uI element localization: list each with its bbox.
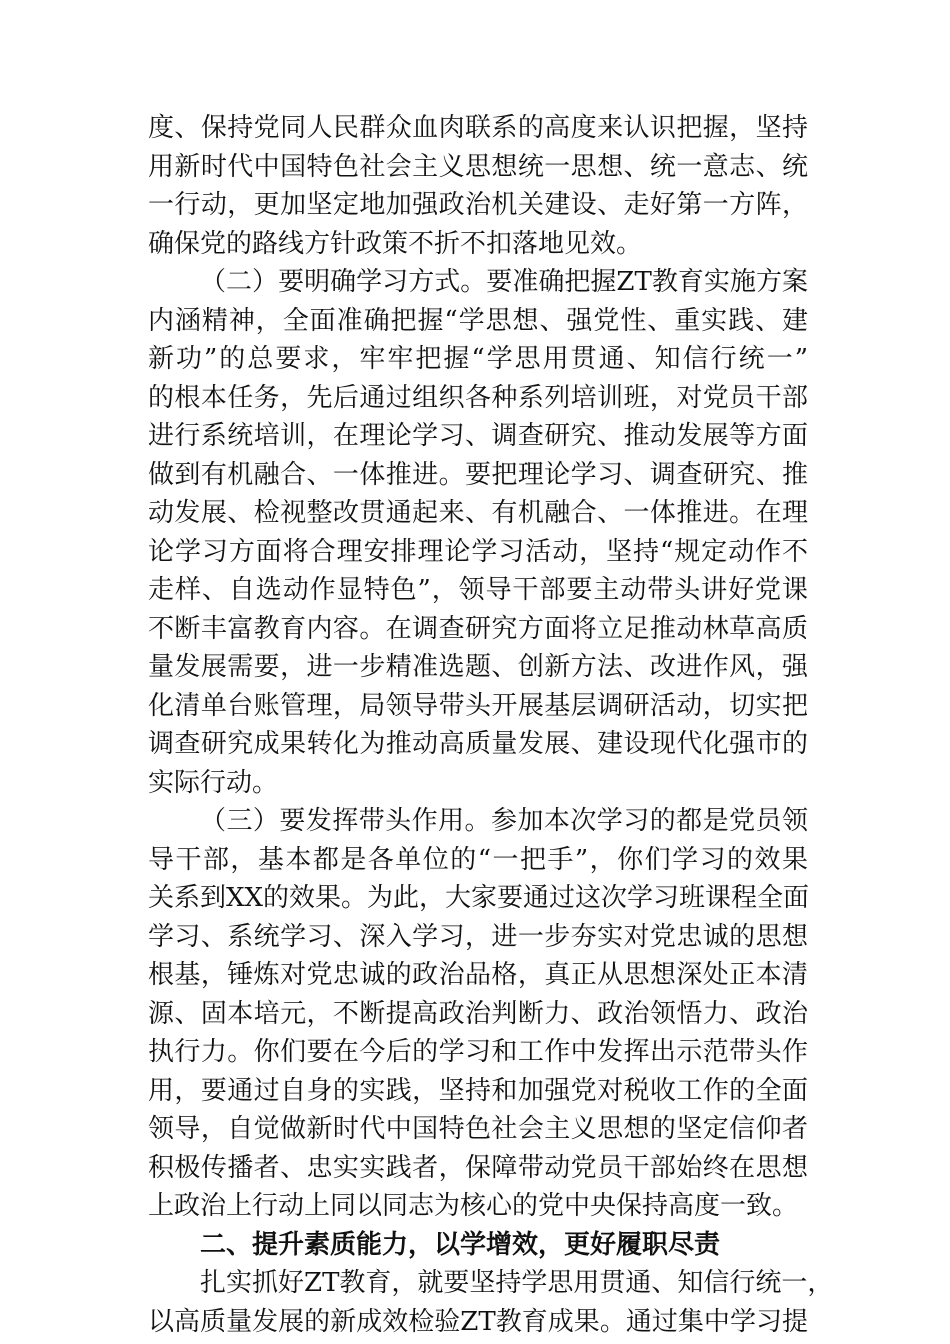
text-line: 关系到XX的效果。为此，大家要通过这次学习班课程全面 <box>148 883 810 913</box>
document-body <box>148 109 834 1341</box>
text-line: 一行动，更加坚定地加强政治机关建设、走好第一方阵， <box>148 190 808 220</box>
text-line: 论学习方面将合理安排理论学习活动，坚持“规定动作不 <box>148 536 808 567</box>
text-line: 学习、系统学习、深入学习，进一步夯实对党忠诚的思想 <box>148 921 808 952</box>
paragraph-start-line: （三）要发挥带头作用。参加本次学习的都是党员领 <box>200 806 808 836</box>
text-line: 的根本任务，先后通过组织各种系列培训班，对党员干部 <box>148 382 808 413</box>
text-line: 实际行动。 <box>148 767 279 798</box>
paragraph-start-line: 扎实抓好ZT教育，就要坚持学思用贯通、知信行统一， <box>200 1268 834 1298</box>
text-line: 动发展、检视整改贯通起来、有机融合、一体推进。在理 <box>148 498 808 528</box>
text-line: 源、固本培元，不断提高政治判断力、政治领悟力、政治 <box>148 998 808 1029</box>
text-line: 新功”的总要求，牢牢把握“学思用贯通、知信行统一” <box>148 344 808 374</box>
text-line: 调查研究成果转化为推动高质量发展、建设现代化强市的 <box>148 729 808 759</box>
text-line: 走样、自选动作显特色”，领导干部要主动带头讲好党课 <box>148 575 808 605</box>
text-line: 执行力。你们要在今后的学习和工作中发挥出示范带头作 <box>148 1037 808 1067</box>
text-line: 用，要通过自身的实践，坚持和加强党对税收工作的全面 <box>148 1075 808 1106</box>
text-line: 化清单台账管理，局领导带头开展基层调研活动，切实把 <box>148 690 808 721</box>
text-line: 量发展需要，进一步精准选题、创新方法、改进作风，强 <box>148 652 808 682</box>
section-heading: 二、提升素质能力，以学增效，更好履职尽责 <box>200 1229 721 1260</box>
text-line: 度、保持党同人民群众血肉联系的高度来认识把握，坚持 <box>148 113 808 143</box>
paragraph-start-line: （二）要明确学习方式。要准确把握ZT教育实施方案 <box>200 267 808 297</box>
text-line: 上政治上行动上同以同志为核心的党中央保持高度一致。 <box>148 1191 799 1221</box>
text-line: 内涵精神，全面准确把握“学思想、强党性、重实践、建 <box>148 305 808 336</box>
text-line: 进行系统培训，在理论学习、调查研究、推动发展等方面 <box>148 421 808 451</box>
text-line: 积极传播者、忠实实践者，保障带动党员干部始终在思想 <box>148 1152 808 1183</box>
text-line: 以高质量发展的新成效检验ZT教育成果。通过集中学习提 <box>148 1306 808 1337</box>
text-line: 用新时代中国特色社会主义思想统一思想、统一意志、统 <box>148 151 808 182</box>
text-line: 不断丰富教育内容。在调查研究方面将立足推动林草高质 <box>148 613 808 644</box>
text-line: 领导，自觉做新时代中国特色社会主义思想的坚定信仰者 <box>148 1114 808 1144</box>
text-line: 确保党的路线方针政策不折不扣落地见效。 <box>148 228 643 259</box>
text-line: 做到有机融合、一体推进。要把理论学习、调查研究、推 <box>148 459 808 490</box>
text-line: 导干部，基本都是各单位的“一把手”，你们学习的效果 <box>148 844 808 875</box>
text-line: 根基，锤炼对党忠诚的政治品格，真正从思想深处正本清 <box>148 960 808 990</box>
